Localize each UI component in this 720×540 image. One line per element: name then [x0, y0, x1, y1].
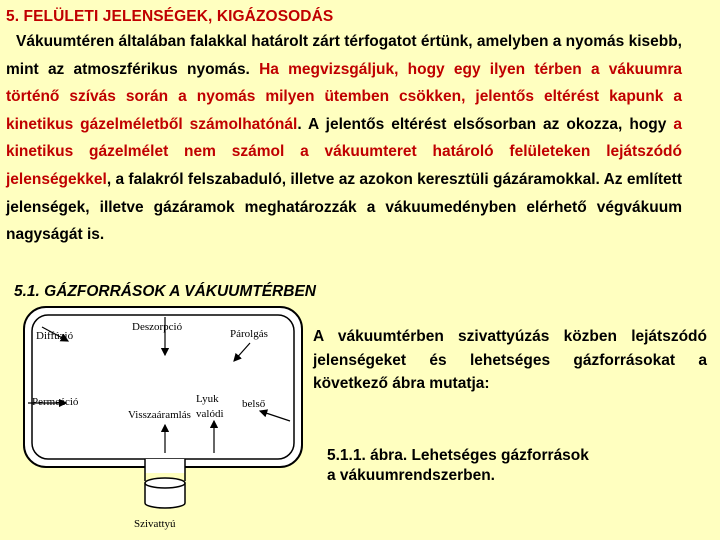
intro-sentence-2-highlight: Ha megvizsgáljuk, hogy egy ilyen térben a vákuumra történő szívás során a nyomás milyen ütemben csökken, jelentős eltérést kapunk a kinetikus gázelméletből számolhatónál — [6, 60, 683, 133]
section-title: 5.1. GÁZFORRÁSOK A VÁKUUMTÉRBEN — [14, 283, 316, 300]
figure-caption — [327, 446, 589, 486]
label-backflow: Visszaáramlás — [128, 409, 191, 421]
intro-sentence-1: Vákuumtéren általában falakkal határolt zárt térfogatot értünk, amelyben a nyomás kisebb, mint az atmoszférikus nyomás. — [6, 33, 682, 78]
label-leak-line1: Lyuk — [196, 393, 219, 405]
label-leak-line2: valódi — [196, 408, 224, 420]
label-desorption: Deszorpció — [132, 321, 183, 333]
pump-neck — [145, 459, 185, 473]
page-title: 5. FELÜLETI JELENSÉGEK, KIGÁZOSODÁS — [6, 8, 334, 25]
intro-sentence-3: . A jelentős eltérést elsősorban az okozza, hogy — [297, 115, 674, 133]
intro-paragraph — [6, 28, 682, 249]
label-internal: belső — [242, 398, 266, 410]
label-permeation: Permeáció — [32, 396, 79, 408]
intro-sentence-4-highlight: a kinetikus gázelmélet nem számol a vákuumteret határoló felületeken lejátszódó jelenségekkel — [6, 115, 682, 188]
intro-sentence-5: , a falakról felszabaduló, illetve az azokon keresztüli gázáramokkal. Az említett jelenségek, illetve gázáramok meghatározzák a vákuumedényben elérhető végvákuum nagyságát is. — [6, 170, 682, 244]
label-evaporation: Párolgás — [230, 328, 268, 340]
diagram-description: A vákuumtérben szivattyúzás közben lejátszódó jelenségeket és lehetséges gázforrásokat a következő ábra mutatja: — [313, 328, 707, 392]
gas-sources-diagram — [20, 303, 310, 540]
label-diffusion: Diffúzió — [36, 330, 74, 342]
label-pump: Szivattyú — [134, 518, 176, 530]
caption-line-1: 5.1.1. ábra. Lehetséges gázforrások — [327, 447, 589, 464]
caption-line-2: a vákuumrendszerben. — [327, 467, 495, 484]
